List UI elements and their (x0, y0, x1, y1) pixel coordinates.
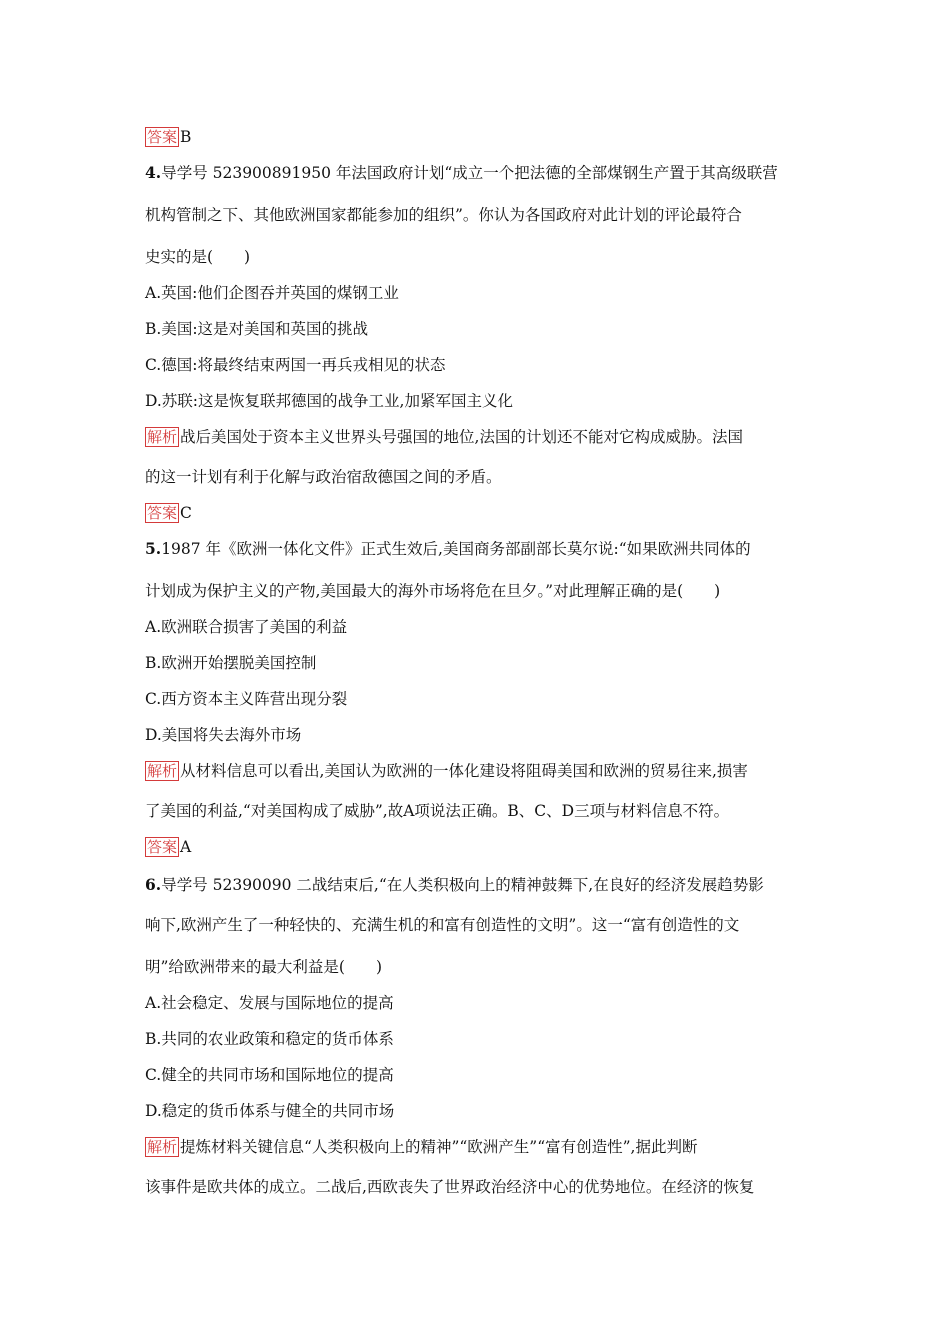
q5-answer: A (180, 838, 192, 856)
analysis-tag: 解析 (147, 762, 178, 780)
q4-option-d: D.苏联:这是恢复联邦德国的战争工业,加紧军国主义化 (145, 392, 513, 410)
q5-analysis-text-1: 从材料信息可以看出,美国认为欧洲的一体化建设将阻碍美国和欧洲的贸易往来,损害 (180, 762, 748, 780)
q6-analysis-line-1 (145, 1136, 698, 1158)
answer-tag: 答案 (147, 128, 178, 146)
q4-answer-line (145, 502, 192, 524)
q5-analysis-line-1 (145, 760, 748, 782)
q3-answer-line (145, 126, 191, 148)
answer-tag: 答案 (147, 504, 178, 522)
q5-option-d: D.美国将失去海外市场 (145, 726, 302, 744)
q6-analysis-text-1: 提炼材料关键信息“人类积极向上的精神”“欧洲产生”“富有创造性”,据此判断 (180, 1138, 698, 1156)
q4-analysis-text-1: 战后美国处于资本主义世界头号强国的地位,法国的计划还不能对它构成威胁。法国 (180, 428, 743, 446)
q5-stem-line-1 (145, 538, 751, 560)
q6-option-a: A.社会稳定、发展与国际地位的提高 (145, 994, 394, 1012)
q4-number: 4. (145, 163, 162, 182)
q6-option-c: C.健全的共同市场和国际地位的提高 (145, 1066, 394, 1084)
q5-stem-line-2: 计划成为保护主义的产物,美国最大的海外市场将危在旦夕。”对此理解正确的是( ) (145, 582, 721, 600)
answer-tag: 答案 (147, 838, 178, 856)
q4-option-c: C.德国:将最终结束两国一再兵戎相见的状态 (145, 356, 446, 374)
analysis-tag: 解析 (147, 1138, 178, 1156)
q5-stem-text-1: 1987 年《欧洲一体化文件》正式生效后,美国商务部副部长莫尔说:“如果欧洲共同体的 (161, 540, 751, 558)
q6-stem-text-1: 导学号 52390090 二战结束后,“在人类积极向上的精神鼓舞下,在良好的经济发展趋势影 (161, 876, 764, 894)
q5-option-b: B.欧洲开始摆脱美国控制 (145, 654, 317, 672)
q4-analysis-line-2: 的这一计划有利于化解与政治宿敌德国之间的矛盾。 (145, 468, 502, 486)
q5-number: 5. (145, 539, 162, 558)
q5-option-c: C.西方资本主义阵营出现分裂 (145, 690, 348, 708)
q4-stem-line-1 (145, 162, 778, 184)
q4-stem-line-3: 史实的是( ) (145, 248, 251, 266)
q3-answer: B (180, 128, 192, 146)
q6-number: 6. (145, 875, 162, 894)
q4-option-a: A.英国:他们企图吞并英国的煤钢工业 (145, 284, 399, 302)
q6-stem-line-3: 明”给欧洲带来的最大利益是( ) (145, 958, 383, 976)
q4-answer: C (180, 504, 192, 522)
analysis-tag: 解析 (147, 428, 178, 446)
q6-stem-line-2: 响下,欧洲产生了一种轻快的、充满生机的和富有创造性的文明”。这一“富有创造性的文 (145, 916, 740, 934)
q5-analysis-line-2: 了美国的利益,“对美国构成了威胁”,故A项说法正确。B、C、D三项与材料信息不符。 (145, 802, 730, 820)
q4-stem-line-2: 机构管制之下、其他欧洲国家都能参加的组织”。你认为各国政府对此计划的评论最符合 (145, 206, 742, 224)
q6-option-b: B.共同的农业政策和稳定的货币体系 (145, 1030, 394, 1048)
q6-option-d: D.稳定的货币体系与健全的共同市场 (145, 1102, 395, 1120)
q4-option-b: B.美国:这是对美国和英国的挑战 (145, 320, 369, 338)
q4-analysis-line-1 (145, 426, 743, 448)
q6-analysis-line-2: 该事件是欧共体的成立。二战后,西欧丧失了世界政治经济中心的优势地位。在经济的恢复 (145, 1178, 755, 1196)
q5-option-a: A.欧洲联合损害了美国的利益 (145, 618, 348, 636)
q6-stem-line-1 (145, 874, 764, 896)
q5-answer-line (145, 836, 191, 858)
q4-stem-text-1: 导学号 523900891950 年法国政府计划“成立一个把法德的全部煤钢生产置于其高级联营 (161, 164, 778, 182)
